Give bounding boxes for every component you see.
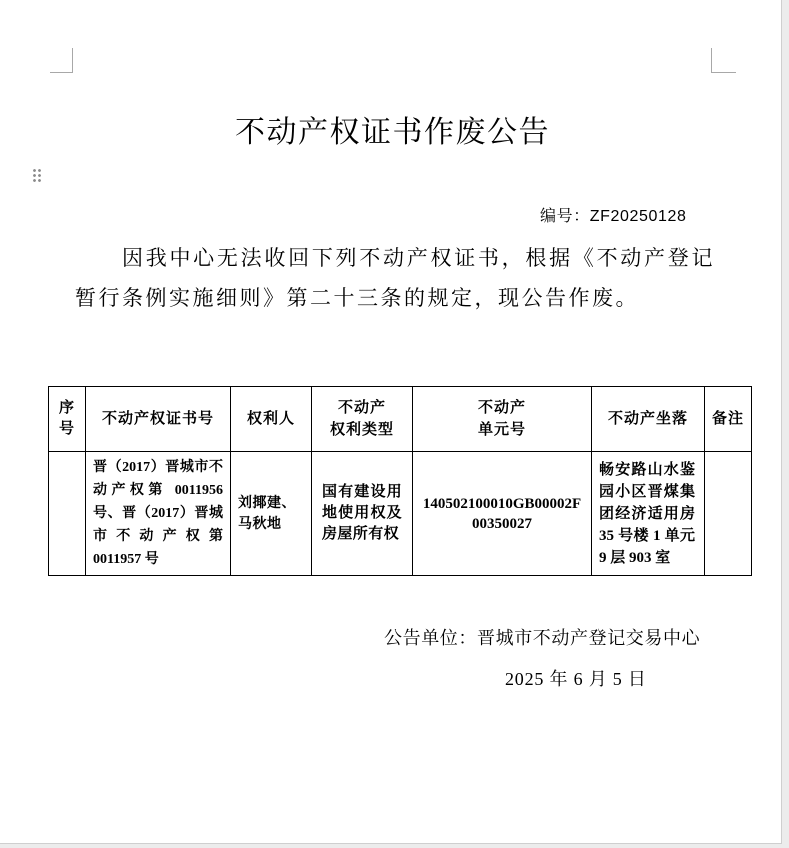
cell-right-holder	[231, 452, 312, 576]
certificate-number-text: 晋（2017）晋城市不动产权第 0011956 号、晋（2017）晋城市不动产权第 0011957 号	[93, 460, 223, 567]
cell-remarks	[705, 452, 752, 576]
header-cell-seq	[49, 387, 86, 452]
cell-certificate-number	[86, 452, 231, 576]
header-cell-unit-number	[413, 387, 592, 452]
notice-paragraph: 因我中心无法收回下列不动产权证书，根据《不动产登记暂行条例实施细则》第二十三条的规定，现公告作废。	[75, 246, 715, 310]
document-number: 编号：ZF20250128	[540, 208, 687, 225]
location-text: 畅安路山水鉴园小区晋煤集团经济适用房35 号楼 1 单元 9 层 903 室	[599, 461, 695, 566]
cell-location	[592, 452, 705, 576]
issue-date: 2025 年 6 月 5 日	[505, 669, 647, 689]
top-left-margin-mark	[50, 48, 73, 73]
cell-unit-number	[413, 452, 592, 576]
header-unit-number-label: 不动产 单元号	[477, 400, 526, 438]
header-cell-right-type	[312, 387, 413, 452]
page-title: 不动产权证书作废公告	[235, 116, 550, 149]
header-location-label: 不动产坐落	[607, 411, 688, 427]
header-cell-location	[592, 387, 705, 452]
header-cell-certificate-number	[86, 387, 231, 452]
header-cell-remarks	[705, 387, 752, 452]
header-certificate-number-label: 不动产权证书号	[101, 411, 214, 427]
header-remarks-label: 备注	[711, 411, 744, 427]
unit-number-text: 140502100010GB00002F00350027	[422, 495, 582, 532]
certificate-table	[48, 386, 752, 576]
header-cell-right-holder	[231, 387, 312, 452]
header-seq-label: 序号	[58, 400, 75, 437]
right-type-text: 国有建设用地使用权及房屋所有权	[322, 484, 402, 542]
drag-handle-icon[interactable]	[32, 168, 42, 183]
right-holder-text: 刘揶建、马秋地	[238, 495, 296, 532]
top-right-margin-mark	[711, 48, 736, 73]
header-right-holder-label: 权利人	[246, 411, 295, 427]
header-right-type-label: 不动产 权利类型	[329, 400, 394, 438]
cell-seq	[49, 452, 86, 576]
issuing-unit: 公告单位：晋城市不动产登记交易中心	[384, 628, 701, 648]
cell-right-type	[312, 452, 413, 576]
